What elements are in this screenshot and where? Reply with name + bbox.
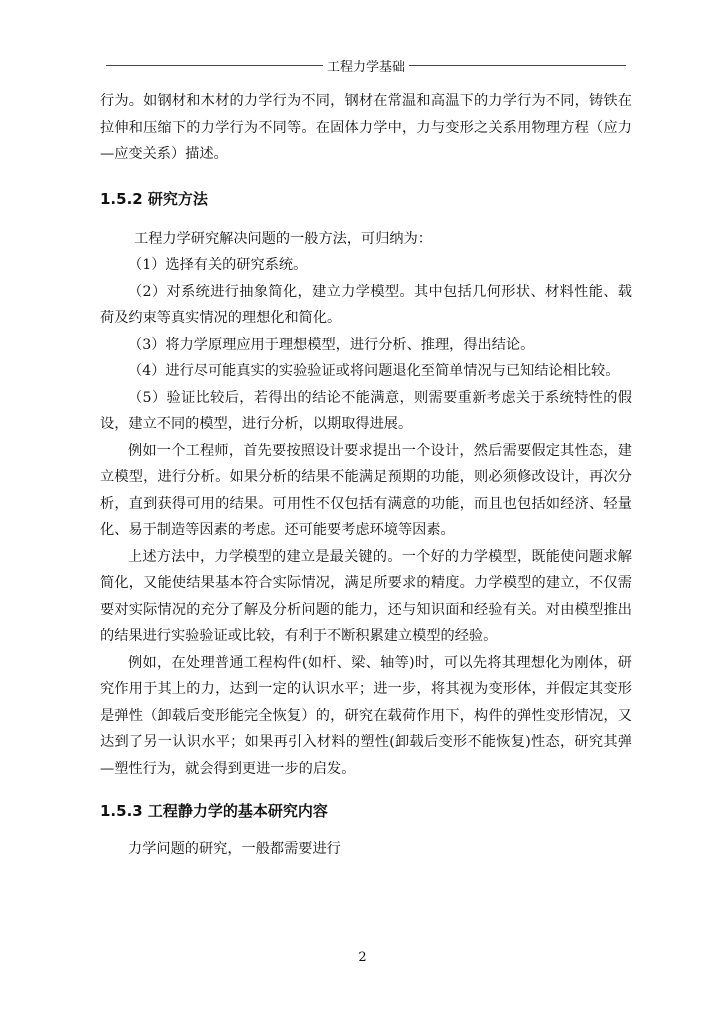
- method-step-4: （4）进行尽可能真实的实验验证或将问题退化至简单情况与已知结论相比较。: [128, 363, 620, 379]
- method-step-5: （5）验证比较后，若得出的结论不能满意，则需要重新考虑关于系统特性的假设，建立不同的模型，进行分析，以期取得进展。: [100, 389, 632, 432]
- section-heading-1-5-3: 1.5.3 工程静力学的基本研究内容: [100, 802, 328, 820]
- section-heading-1-5-2: 1.5.2 研究方法: [100, 189, 208, 208]
- method-step-2: （2）对系统进行抽象简化，建立力学模型。其中包括几何形状、材料性能、载荷及约束等真实情况的理想化和简化。: [100, 283, 632, 326]
- header-rule-right: [409, 65, 626, 66]
- running-header: [106, 54, 626, 76]
- header-rule-left: [106, 65, 323, 66]
- model-importance-paragraph: 上述方法中，力学模型的建立是最关键的。一个好的力学模型，既能使问题求解简化，又能使结果基本符合实际情况，满足所要求的精度。力学模型的建立，不仅需要对实际情况的充分了解及分析问题的能力，还与知识面和经验有关。对由模型推出的结果进行实验验证或比较，有利于不断积累建立模型的经验。: [100, 548, 632, 644]
- header-title: 工程力学基础: [327, 59, 406, 75]
- intro-paragraph: 行为。如钢材和木材的力学行为不同，钢材在常温和高温下的力学行为不同，铸铁在拉伸和压缩下的力学行为不同等。在固体力学中，力与变形之关系用物理方程（应力—应变关系）描述。: [100, 93, 632, 162]
- body-content: [100, 88, 632, 863]
- engineer-example-paragraph: 例如一个工程师，首先要按照设计要求提出一个设计，然后需要假定其性态，建立模型，进行分析。如果分析的结果不能满足预期的功能，则必须修改设计，再次分析，直到获得可用的结果。可用性不仅包括有满意的功能，而且也包括如经济、轻量化、易于制造等因素的考虑。还可能要考虑环境等因素。: [100, 442, 632, 538]
- page-number: 2: [358, 950, 367, 965]
- statics-lead-paragraph: 力学问题的研究，一般都需要进行: [128, 841, 341, 857]
- method-lead: 工程力学研究解决问题的一般方法，可归纳为：: [134, 230, 432, 247]
- method-step-3: （3）将力学原理应用于理想模型，进行分析、推理，得出结论。: [128, 336, 535, 353]
- component-example-paragraph: 例如，在处理普通工程构件(如杆、梁、轴等)时，可以先将其理想化为刚体，研究作用于其上的力，达到一定的认识水平；进一步，将其视为变形体，并假定其变形是弹性（卸载后变形能完全恢复）的，研究在载荷作用下，构件的弹性变形情况，又达到了另一认识水平；如果再引入材料的塑性(卸载后变形不能恢复)性态，研究其弹—塑性行为，就会得到更进一步的启发。: [100, 654, 632, 777]
- method-step-1: （1）选择有关的研究系统。: [128, 257, 308, 273]
